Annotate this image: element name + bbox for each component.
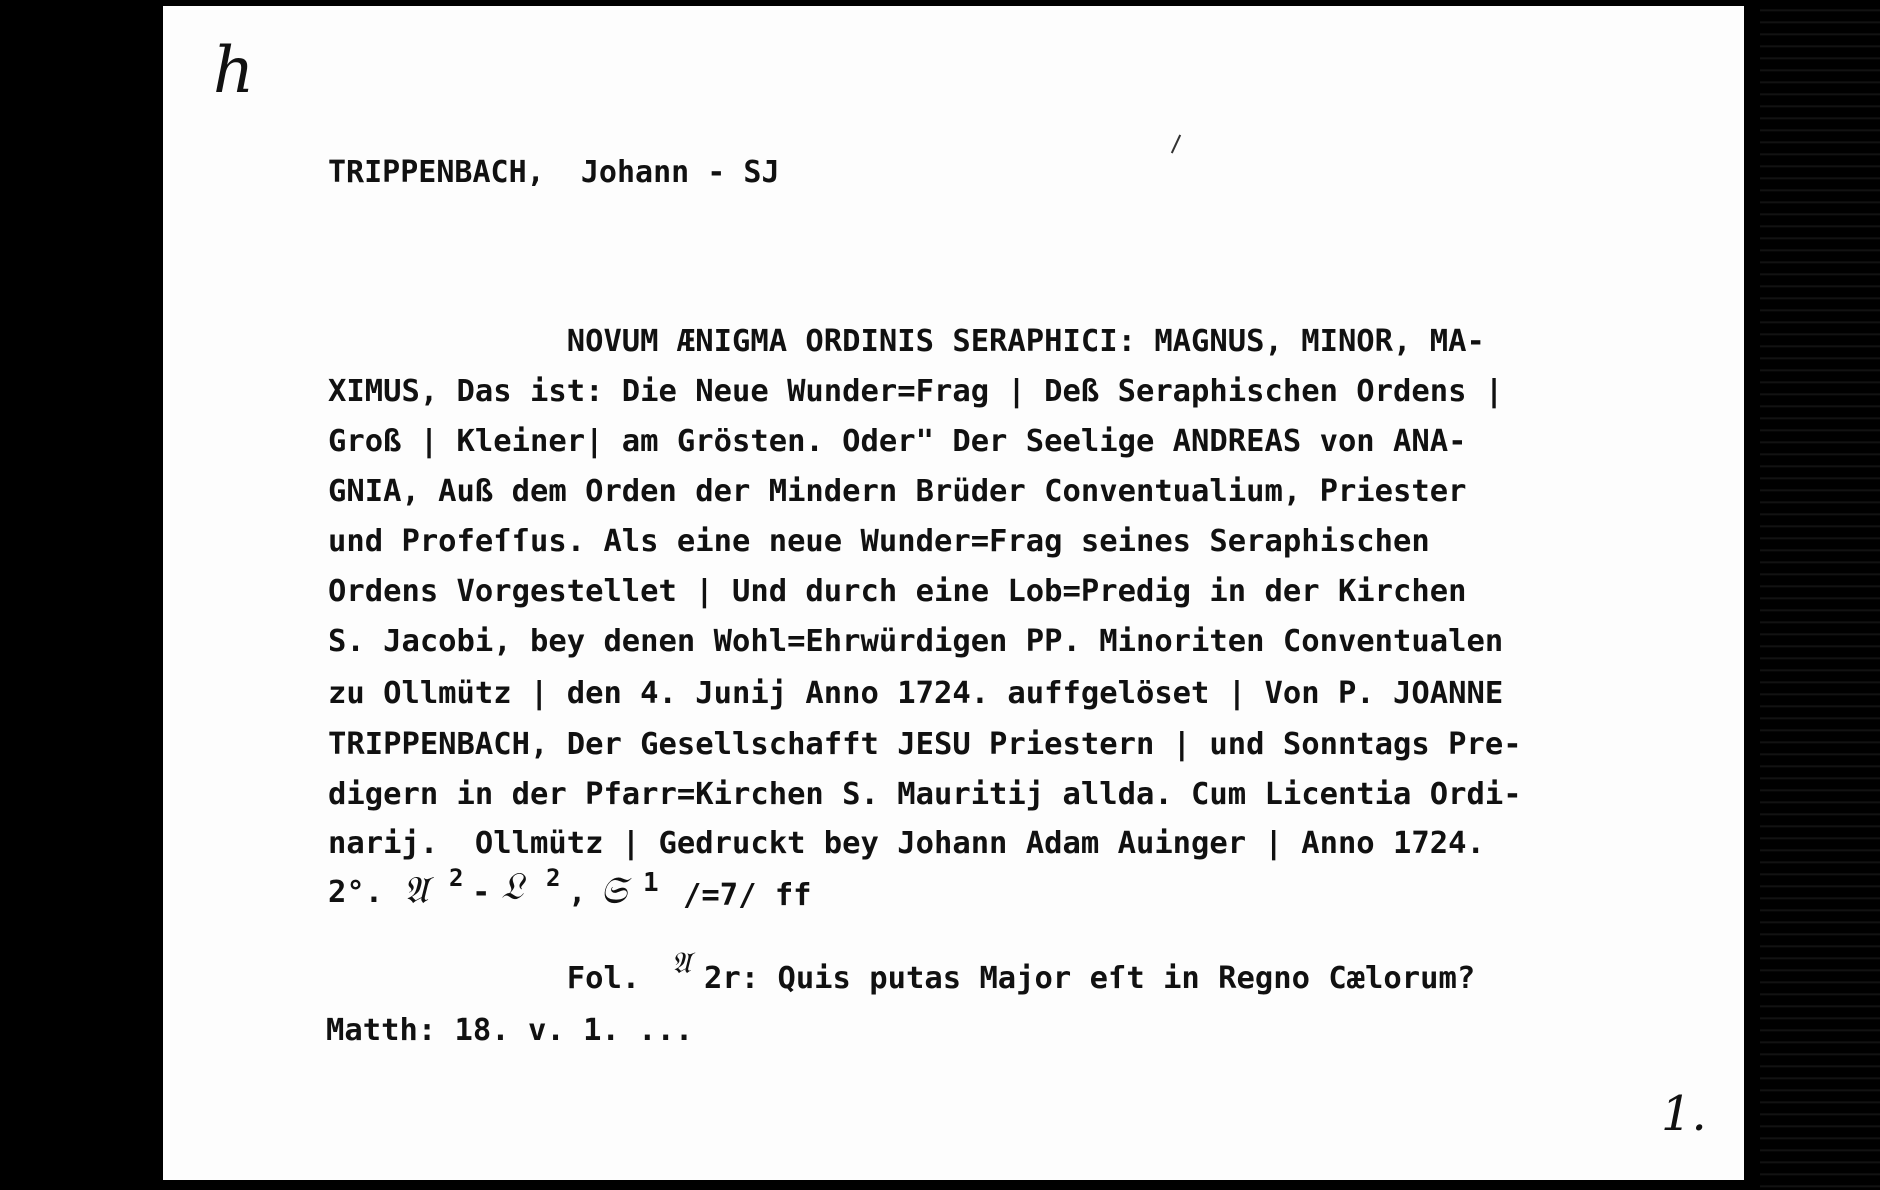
handwritten-corner-mark: h [213,34,255,108]
body-line: narij. Ollmütz | Gedruckt bey Johann Adam Auinger | Anno 1724. [328,826,1485,861]
body-line: zu Ollmütz | den 4. Junij Anno 1724. auffgelöset | Von P. JOANNE [328,676,1504,711]
body-line: TRIPPENBACH, Der Gesellschafft JESU Priestern | und Sonntags Pre- [328,727,1522,762]
body-line: und Profeſſus. Als eine neue Wunder=Frag seines Seraphischen [328,524,1430,559]
collation-leaves: /=7/ ff [683,878,812,913]
pencil-stroke-mark [1171,135,1181,154]
body-line: S. Jacobi, bey denen Wohl=Ehrwürdigen PP. Minoriten Conventualen [328,624,1504,659]
collation-count-c: 1 [643,868,659,898]
collation-separator: , [568,875,587,910]
collation-signature-a: 𝔄 [403,868,429,912]
body-line: XIMUS, Das ist: Die Neue Wunder=Frag | Deß Seraphischen Ordens | [328,374,1504,409]
collation-signature-b: 𝔏 [501,864,524,908]
citation: Matth: 18. v. 1. ... [326,1013,694,1048]
collation-count-b: 2 [546,864,561,892]
catalog-card [163,6,1744,1180]
collation-separator: - [472,875,491,910]
collation-format: 2°. [328,875,384,910]
incipit-signature: 𝔄 [671,946,691,981]
body-line: NOVUM ÆNIGMA ORDINIS SERAPHICI: MAGNUS, MINOR, MA- [328,324,1485,359]
collation-signature-c: 𝔖 [600,868,627,912]
scan-edge-noise [1760,0,1880,1190]
handwritten-page-number: 1. [1661,1086,1707,1142]
collation-count-a: 2 [449,864,464,892]
body-line: Groß | Kleiner| am Grösten. Oder" Der Seelige ANDREAS von ANA- [328,424,1467,459]
incipit-prefix: Fol. [328,961,641,996]
card-heading: TRIPPENBACH, Johann - SJ [328,155,780,190]
body-line: GNIA, Auß dem Orden der Mindern Brüder Conventualium, Priester [328,474,1467,509]
body-line: Ordens Vorgestellet | Und durch eine Lob=Predig in der Kirchen [328,574,1467,609]
body-line: digern in der Pfarr=Kirchen S. Mauritij allda. Cum Licentia Ordi- [328,777,1522,812]
incipit-text: 2r: Quis putas Major eſt in Regno Cælorum? [704,961,1476,996]
